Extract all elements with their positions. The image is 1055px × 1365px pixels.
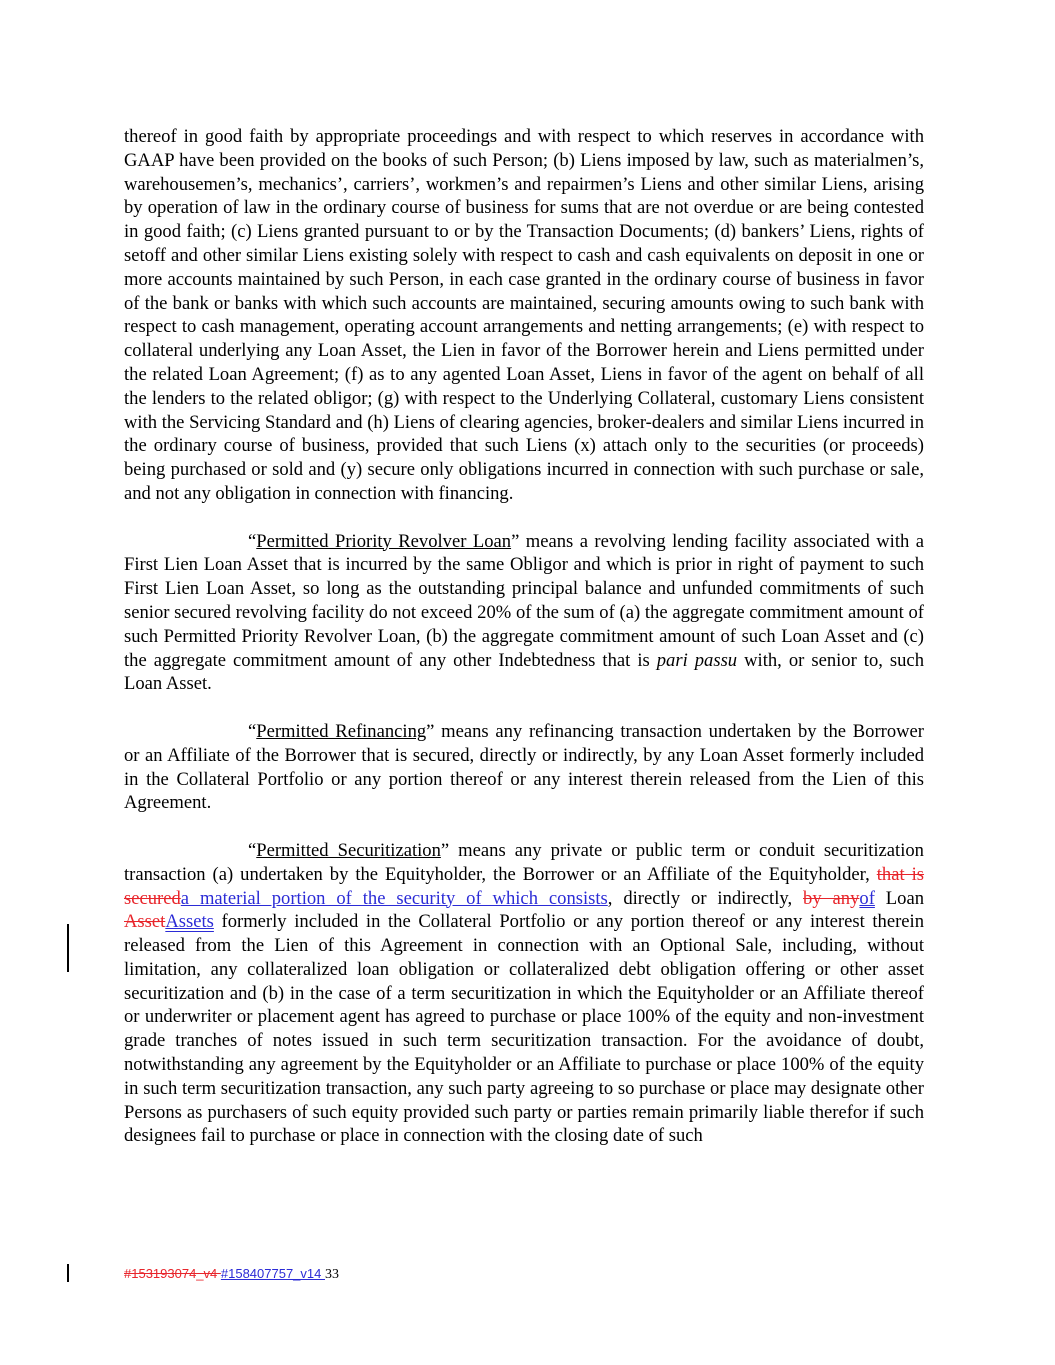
deleted-doc-id: #153193074_v4 xyxy=(124,1266,221,1281)
tracked-insertion: Assets xyxy=(165,911,214,933)
definition-text: formerly included in the Collateral Portfolio or any portion thereof or any interest therein released from the Lien of this Agreement in connection with an Optional Sale, including, without limitation, any collateralized loan obligation or collateralized debt obligation offering or other asset securitization and (b) in the case of a term securitization in which the Equityholder or an Affiliate thereof or underwriter or placement agent has agreed to purchase or place 100% of the equity and non-investment grade tranches of notes issued in such term securitization transaction. For the avoidance of doubt, notwithstanding any agreement by the Equityholder or an Affiliate to purchase or place 100% of the equity in such term securitization transaction, any such party agreeing to so purchase or place may designate other Persons as purchasers of such equity provided such party or parties remain primarily liable therefor if such designees fail to purchase or place in connection with the closing date of such xyxy=(124,911,924,1147)
tracked-deletion: Asset xyxy=(124,911,166,933)
definition-text: Loan xyxy=(874,887,925,909)
tracked-insertion: a material portion of the security of which consists xyxy=(180,887,608,909)
inserted-doc-id: #158407757_v14 xyxy=(220,1266,325,1281)
tracked-deletion: by any xyxy=(803,887,860,909)
page-number: 33 xyxy=(324,1267,339,1282)
open-quote: “ xyxy=(248,839,257,861)
defined-term: Permitted Securitization xyxy=(256,839,441,861)
definition-text: ” means a revolving lending facility associated with a First Lien Loan Asset that is incurred by the same Obligor and which is prior in right of payment to such First Lien Loan Asset, so long as the outstanding principal balance and unfunded commitments of such senior secured revolving facility do not exceed 20% of the sum of (a) the aggregate commitment amount of such Permitted Priority Revolver Loan, (b) the aggregate commitment amount of such Loan Asset and (c) the aggregate commitment amount of any other Indebtedness that is xyxy=(124,530,924,671)
tracked-insertion: of xyxy=(859,887,875,909)
definition-permitted-refinancing xyxy=(124,720,924,815)
italic-text: pari passu xyxy=(656,649,738,671)
paragraph-liens-continued: thereof in good faith by appropriate proceedings and with respect to which reserves in accordance with GAAP have been provided on the books of such Person; (b) Liens imposed by law, such as materialmen’s, warehousemen’s, mechanics’, carriers’, workmen’s and repairmen’s Liens and other similar Liens, arising by operation of law in the ordinary course of business for sums that are not overdue or are being contested in good faith; (c) Liens granted pursuant to or by the Transaction Documents; (d) bankers’ Liens, rights of setoff and other similar Liens existing solely with respect to cash and cash equivalents on deposit in one or more accounts maintained by such Person, in each case granted in the ordinary course of business in favor of the bank or banks with which such accounts are maintained, securing amounts owing to such bank with respect to cash management, operating account arrangements and netting arrangements; (e) with respect to collateral underlying any Loan Asset, the Lien in favor of the Borrower herein and Liens permitted under the related Loan Agreement; (f) as to any agented Loan Asset, Liens in favor of the agent on behalf of all the lenders to the related obligor; (g) with respect to the Underlying Collateral, customary Liens consistent with the Servicing Standard and (h) Liens of clearing agencies, broker-dealers and similar Liens incurred in the ordinary course of business, provided that such Liens (x) attach only to the securities (or proceeds) being purchased or sold and (y) secure only obligations incurred in connection with such purchase or sale, and not any obligation in connection with financing. xyxy=(124,126,924,504)
change-bar xyxy=(67,924,69,972)
definition-permitted-priority-revolver-loan xyxy=(124,530,924,697)
defined-term: Permitted Refinancing xyxy=(256,720,427,742)
definition-text: ” means any refinancing transaction undertaken by the Borrower or an Affiliate of the Borrower that is secured, directly or indirectly, by any Loan Asset formerly included in the Collateral Portfolio or any portion thereof or any interest therein released from the Lien of this Agreement. xyxy=(124,720,924,814)
tracked-deletion: that is secured xyxy=(124,863,925,909)
definition-permitted-securitization xyxy=(124,839,924,1148)
page-footer xyxy=(124,1266,339,1283)
open-quote: “ xyxy=(248,530,257,552)
open-quote: “ xyxy=(248,720,257,742)
change-bar-footer xyxy=(67,1264,69,1282)
defined-term: Permitted Priority Revolver Loan xyxy=(256,530,512,552)
definition-text: ” means any private or public term or conduit securitization transaction (a) undertaken by the Equityholder, the Borrower or an Affiliate of the Equityholder, xyxy=(124,839,924,885)
document-page xyxy=(124,125,924,1172)
definition-text: , directly or indirectly, xyxy=(607,887,804,909)
definition-text: with, or senior to, such Loan Asset. xyxy=(124,649,924,695)
